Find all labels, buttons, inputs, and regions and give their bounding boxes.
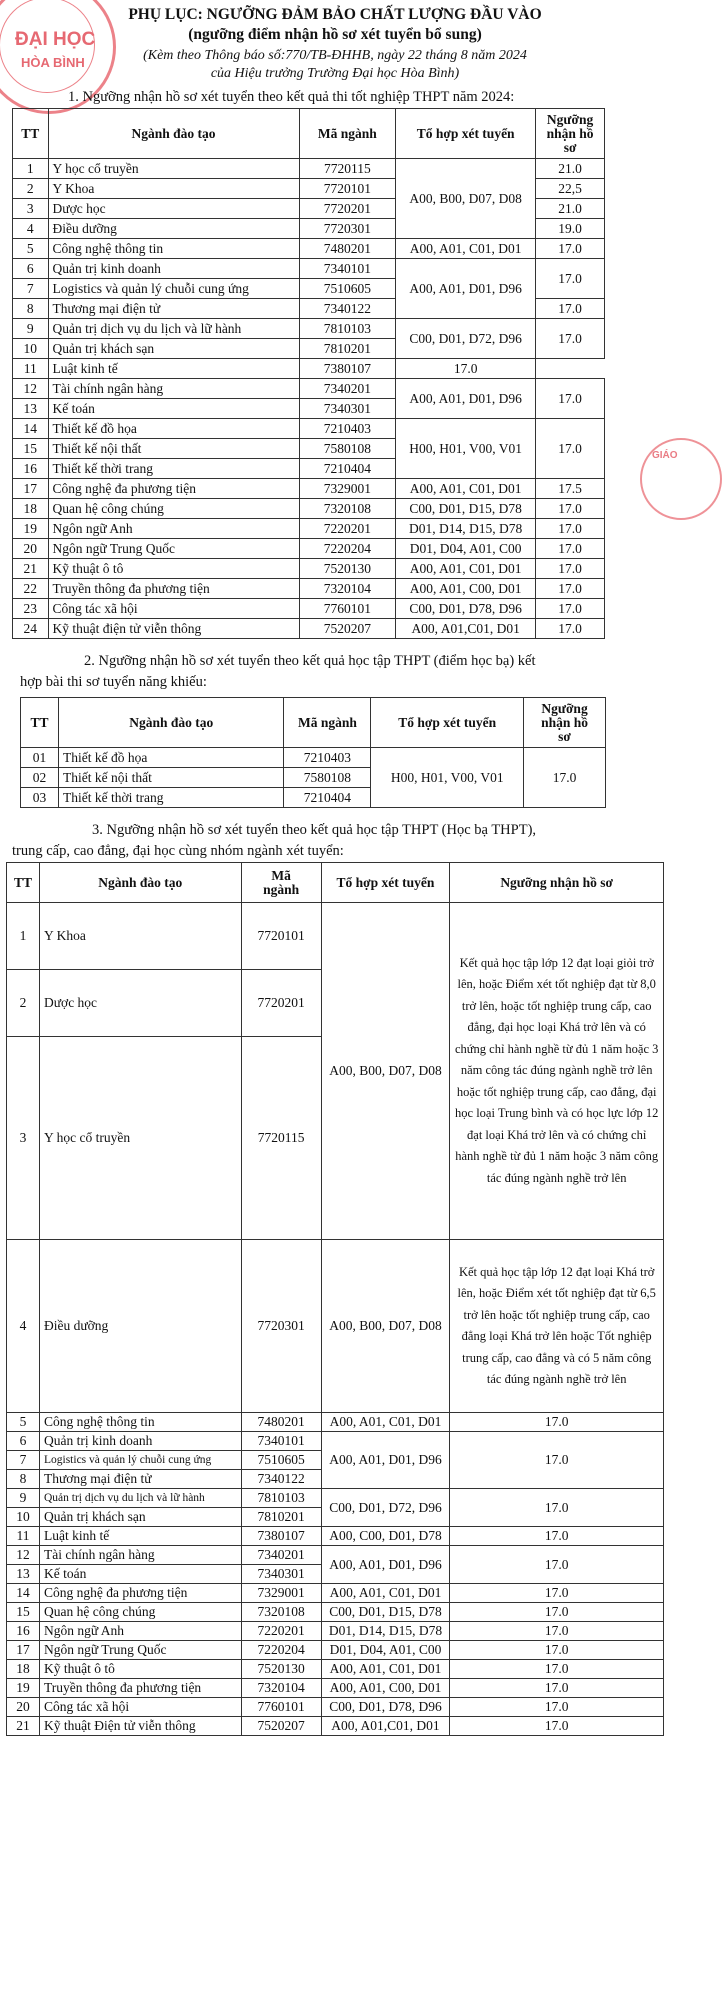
threshold-score: 17.0 xyxy=(536,519,605,539)
subject-combination: A00, B00, D07, D08 xyxy=(396,159,536,239)
threshold-score: 17.0 xyxy=(396,359,536,379)
table-hoc-ba-trung-cap: TT Ngành đào tạo Mã ngành Tổ hợp xét tuyển Ngưỡng nhận hồ sơ 1 Y Khoa 7720101 A00, B00, D07, D08 Kết quả học tập lớp 12 đạt loại giỏi trở lên, hoặc Điểm xét tốt nghiệp đạt từ 8,0 trở lên, hoặc tốt nghiệp trung cấp, cao đẳng, đại học loại Khá trở lên và có chứng chỉ hành nghề từ đủ 1 năm hoặc 3 năm công tác đúng ngành nghề trở lên hoặc tốt nghiệp trung cấp, cao đẳng, đại học loại Trung bình và có học lực lớp 12 đạt loại Khá trở lên và có chứng chỉ hành nghề từ đủ 1 năm hoặc 3 năm công tác đúng ngành nghề trở lên 2 Dược học 7720201 3 Y học cổ truyền 7720115 4 Điều dưỡng 7720301 A00, B00, D07, D08 Kết quả học tập lớp 12 đạt loại Khá trở lên, hoặc Điểm xét tốt nghiệp đạt từ 6,5 trở lên hoặc tốt nghiệp trung cấp, cao đẳng loại Khá trở lên hoặc Tốt nghiệp trung cấp, cao đẳng và có 5 năm công tác đúng ngành nghề trở lên 5 Công nghệ thông tin 7480201 A00, A01, C01, D01 17.0 6 Quản trị kinh doanh 7340101 A00, A01, D01, D96 17.0 7 Logistics và quản lý chuỗi cung ứng 7510605 8 Thương mại điện tử 7340122 9 Quản trị dịch vụ du lịch và lữ hành 7810103 C00, D01, D72, D96 17.0 10 Quản trị khách sạn 7810201 11 Luật kinh tế 7380107 A00, C00, D01, D78 17.0 12 Tài chính ngân hàng 7340201 A00, A01, D01, D96 17.0 13 Kế toán 7340301 14 Công nghệ đa phương tiện 7329001 A00, A01, C01, D01 17.0 15 Quan hệ công chúng 7320108 C00, D01, D15, D78 17.0 16 Ngôn ngữ Anh 7220201 D01, D14, D15, D78 17.0 17 Ngôn ngữ Trung Quốc 7220204 D01, D04, A01, C00 17.0 18 Kỹ thuật ô tô 7520130 A00, A01, C01, D01 17.0 19 Truyền thông đa phương tiện 7320104 A00, A01, C00, D01 17.0 20 Công tác xã hội 7760101 C00, D01, D78, D96 17.0 21 Kỹ thuật Điện tử viễn thông 7520207 A00, A01,C01, D01 17.0 xyxy=(6,862,664,1736)
subject-combination: A00, C00, D01, D78 xyxy=(321,1527,450,1546)
threshold-score: 17.0 xyxy=(536,239,605,259)
threshold-score: 21.0 xyxy=(536,199,605,219)
major-code: 7340122 xyxy=(241,1470,321,1489)
major-code: 7340301 xyxy=(299,399,396,419)
table-row xyxy=(7,1622,664,1641)
row-number: 5 xyxy=(13,239,49,259)
section-2-heading: 2. Ngưỡng nhận hồ sơ xét tuyển theo kết quả học tập THPT (điểm học bạ) kết xyxy=(84,653,536,669)
major-code: 7510605 xyxy=(241,1451,321,1470)
major-name: Dược học xyxy=(39,970,241,1037)
table-row xyxy=(13,379,605,399)
row-number: 19 xyxy=(13,519,49,539)
threshold-score: 17.0 xyxy=(450,1698,664,1717)
major-code: 7720201 xyxy=(241,970,321,1037)
major-name: Ngôn ngữ Trung Quốc xyxy=(48,539,299,559)
row-number: 17 xyxy=(7,1641,40,1660)
subject-combination: C00, D01, D78, D96 xyxy=(321,1698,450,1717)
major-code: 7810103 xyxy=(241,1489,321,1508)
table-row xyxy=(7,1413,664,1432)
row-number: 3 xyxy=(7,1037,40,1240)
major-code: 7520130 xyxy=(299,559,396,579)
major-name: Thiết kế đồ họa xyxy=(58,748,284,768)
row-number: 11 xyxy=(7,1527,40,1546)
row-number: 19 xyxy=(7,1679,40,1698)
row-number: 7 xyxy=(13,279,49,299)
major-name: Ngôn ngữ Anh xyxy=(48,519,299,539)
major-name: Truyền thông đa phương tiện xyxy=(39,1679,241,1698)
appendix-subtitle: (ngưỡng điểm nhận hồ sơ xét tuyển bổ sung) xyxy=(188,26,482,43)
subject-combination: A00, A01,C01, D01 xyxy=(321,1717,450,1736)
table-row xyxy=(13,519,605,539)
subject-combination: A00, A01, C01, D01 xyxy=(321,1413,450,1432)
subject-combination: A00, B00, D07, D08 xyxy=(321,1240,450,1413)
major-name: Ngôn ngữ Trung Quốc xyxy=(39,1641,241,1660)
major-name: Ngôn ngữ Anh xyxy=(39,1622,241,1641)
major-name: Công nghệ đa phương tiện xyxy=(48,479,299,499)
major-name: Công tác xã hội xyxy=(39,1698,241,1717)
subject-combination: D01, D14, D15, D78 xyxy=(396,519,536,539)
major-code: 7720101 xyxy=(241,903,321,970)
major-code: 7810201 xyxy=(241,1508,321,1527)
threshold-score: 17.5 xyxy=(536,479,605,499)
major-code: 7380107 xyxy=(241,1527,321,1546)
threshold-score: 19.0 xyxy=(536,219,605,239)
subject-combination: A00, A01, C00, D01 xyxy=(321,1679,450,1698)
subject-combination: A00, A01, D01, D96 xyxy=(396,259,536,319)
major-name: Y học cổ truyền xyxy=(39,1037,241,1240)
row-number: 14 xyxy=(7,1584,40,1603)
row-number: 15 xyxy=(7,1603,40,1622)
major-name: Quản trị dịch vụ du lịch và lữ hành xyxy=(39,1489,241,1508)
major-name: Công nghệ đa phương tiện xyxy=(39,1584,241,1603)
threshold-score: 17.0 xyxy=(450,1413,664,1432)
row-number: 9 xyxy=(13,319,49,339)
table-hoc-ba-nang-khieu: TT Ngành đào tạo Mã ngành Tổ hợp xét tuyển Ngưỡng nhận hồ sơ 01 Thiết kế đồ họa 7210403 H00, H01, V00, V01 17.0 02 Thiết kế nội thất 7580108 03 Thiết kế thời trang 7210404 xyxy=(20,697,606,808)
table-row xyxy=(7,1527,664,1546)
row-number: 4 xyxy=(7,1240,40,1413)
threshold-score: 17.0 xyxy=(536,619,605,639)
row-number: 2 xyxy=(7,970,40,1037)
major-code: 7720101 xyxy=(299,179,396,199)
major-code: 7580108 xyxy=(284,768,371,788)
major-code: 7520130 xyxy=(241,1660,321,1679)
subject-combination: A00, A01, D01, D96 xyxy=(321,1432,450,1489)
table-thpt-2024: TT Ngành đào tạo Mã ngành Tổ hợp xét tuyển Ngưỡng nhận hồ sơ 1 Y học cổ truyền 7720115 A00, B00, D07, D08 21.0 2 Y Khoa 7720101 22,5 3 Dược học 7720201 21.0 4 Điều dưỡng 7720301 19.0 5 Công nghệ thông tin 7480201 A00, A01, C01, D01 17.0 6 Quản trị kinh doanh 7340101 A00, A01, D01, D96 17.0 7 Logistics và quản lý chuỗi cung ứng 7510605 8 Thương mại điện tử 7340122 17.0 9 Quản trị dịch vụ du lịch và lữ hành 7810103 C00, D01, D72, D96 17.0 10 Quản trị khách sạn 7810201 11 Luật kinh tế 7380107 17.0 12 Tài chính ngân hàng 7340201 A00, A01, D01, D96 17.0 13 Kế toán 7340301 14 Thiết kế đồ họa 7210403 H00, H01, V00, V01 17.0 15 Thiết kế nội thất 7580108 16 Thiết kế thời trang 7210404 17 Công nghệ đa phương tiện 7329001 A00, A01, C01, D01 17.5 18 Quan hệ công chúng 7320108 C00, D01, D15, D78 17.0 19 Ngôn ngữ Anh 7220201 D01, D14, D15, D78 17.0 20 Ngôn ngữ Trung Quốc 7220204 D01, D04, A01, C00 17.0 21 Kỹ thuật ô tô 7520130 A00, A01, C01, D01 17.0 22 Truyền thông đa phương tiện 7320104 A00, A01, C00, D01 17.0 23 Công tác xã hội 7760101 C00, D01, D78, D96 17.0 24 Kỹ thuật điện tử viễn thông 7520207 A00, A01,C01, D01 17.0 xyxy=(12,108,605,639)
row-number: 13 xyxy=(7,1565,40,1584)
threshold-score: 17.0 xyxy=(450,1584,664,1603)
major-name: Quản trị kinh doanh xyxy=(48,259,299,279)
threshold-score: 17.0 xyxy=(450,1641,664,1660)
major-name: Quan hệ công chúng xyxy=(39,1603,241,1622)
major-code: 7340101 xyxy=(241,1432,321,1451)
subject-combination: H00, H01, V00, V01 xyxy=(371,748,524,808)
table-row xyxy=(13,479,605,499)
subject-combination: C00, D01, D72, D96 xyxy=(321,1489,450,1527)
subject-combination: A00, A01,C01, D01 xyxy=(396,619,536,639)
major-code: 7210404 xyxy=(284,788,371,808)
row-number: 9 xyxy=(7,1489,40,1508)
section-3-heading: 3. Ngưỡng nhận hồ sơ xét tuyển theo kết quả học tập THPT (Học bạ THPT), xyxy=(92,822,537,838)
major-code: 7480201 xyxy=(299,239,396,259)
major-code: 7760101 xyxy=(299,599,396,619)
table-row xyxy=(7,903,664,970)
table-row xyxy=(7,1641,664,1660)
row-number: 8 xyxy=(7,1470,40,1489)
table-row xyxy=(7,1679,664,1698)
threshold-score: 17.0 xyxy=(450,1660,664,1679)
table-row xyxy=(13,579,605,599)
major-code: 7720301 xyxy=(241,1240,321,1413)
row-number: 20 xyxy=(7,1698,40,1717)
table-row xyxy=(13,419,605,439)
subject-combination: A00, A01, C01, D01 xyxy=(321,1660,450,1679)
major-name: Y Khoa xyxy=(48,179,299,199)
subject-combination: D01, D14, D15, D78 xyxy=(321,1622,450,1641)
row-number: 12 xyxy=(13,379,49,399)
row-number: 20 xyxy=(13,539,49,559)
major-name: Quan hệ công chúng xyxy=(48,499,299,519)
row-number: 17 xyxy=(13,479,49,499)
subject-combination: A00, A01, D01, D96 xyxy=(321,1546,450,1584)
table-row xyxy=(13,319,605,339)
threshold-score: 17.0 xyxy=(536,299,605,319)
threshold-score: 17.0 xyxy=(536,319,605,359)
major-code: 7210403 xyxy=(299,419,396,439)
major-name: Thiết kế thời trang xyxy=(58,788,284,808)
row-number: 02 xyxy=(21,768,59,788)
major-code: 7320104 xyxy=(299,579,396,599)
major-name: Kỹ thuật Điện tử viễn thông xyxy=(39,1717,241,1736)
row-number: 2 xyxy=(13,179,49,199)
threshold-score: 17.0 xyxy=(536,419,605,479)
major-name: Thiết kế nội thất xyxy=(48,439,299,459)
reference-line: (Kèm theo Thông báo số:770/TB-ĐHHB, ngày 22 tháng 8 năm 2024 xyxy=(143,48,527,63)
subject-combination: A00, B00, D07, D08 xyxy=(321,903,450,1240)
row-number: 1 xyxy=(7,903,40,970)
issuer-line: của Hiệu trưởng Trường Đại học Hòa Bình) xyxy=(210,66,460,81)
major-name: Kỹ thuật điện tử viễn thông xyxy=(48,619,299,639)
subject-combination: H00, H01, V00, V01 xyxy=(396,419,536,479)
table-row xyxy=(13,259,605,279)
row-number: 8 xyxy=(13,299,49,319)
major-name: Thiết kế nội thất xyxy=(58,768,284,788)
subject-combination: C00, D01, D78, D96 xyxy=(396,599,536,619)
subject-combination: A00, A01, C01, D01 xyxy=(321,1584,450,1603)
row-number: 23 xyxy=(13,599,49,619)
threshold-score: 17.0 xyxy=(450,1489,664,1527)
table-row xyxy=(7,1546,664,1565)
row-number: 11 xyxy=(13,359,49,379)
row-number: 18 xyxy=(13,499,49,519)
row-number: 6 xyxy=(7,1432,40,1451)
row-number: 24 xyxy=(13,619,49,639)
major-name: Quản trị dịch vụ du lịch và lữ hành xyxy=(48,319,299,339)
threshold-score: 17.0 xyxy=(450,1527,664,1546)
major-code: 7220204 xyxy=(299,539,396,559)
table-row xyxy=(7,1240,664,1413)
threshold-score: 17.0 xyxy=(450,1679,664,1698)
subject-combination: A00, A01, C01, D01 xyxy=(396,559,536,579)
threshold-score: 17.0 xyxy=(524,748,606,808)
major-code: 7810103 xyxy=(299,319,396,339)
table-row xyxy=(13,619,605,639)
table-row xyxy=(7,1432,664,1451)
major-name: Tài chính ngân hàng xyxy=(39,1546,241,1565)
subject-combination: C00, D01, D72, D96 xyxy=(396,319,536,359)
major-name: Quản trị kinh doanh xyxy=(39,1432,241,1451)
major-code: 7380107 xyxy=(299,359,396,379)
threshold-note: Kết quả học tập lớp 12 đạt loại giỏi trở lên, hoặc Điểm xét tốt nghiệp đạt từ 8,0 trở lên, hoặc tốt nghiệp trung cấp, cao đẳng, đại học loại Khá trở lên và có chứng chỉ hành nghề từ đủ 1 năm hoặc 3 năm công tác đúng ngành nghề trở lên hoặc tốt nghiệp trung cấp, cao đẳng, đại học loại Trung bình và có học lực lớp 12 đạt loại Khá trở lên và có chứng chỉ hành nghề từ đủ 1 năm hoặc 3 năm công tác đúng ngành nghề trở lên xyxy=(450,903,664,1240)
major-code: 7320108 xyxy=(241,1603,321,1622)
major-code: 7210403 xyxy=(284,748,371,768)
major-name: Luật kinh tế xyxy=(48,359,299,379)
major-name: Y học cổ truyền xyxy=(48,159,299,179)
table-row xyxy=(13,499,605,519)
threshold-score: 17.0 xyxy=(450,1622,664,1641)
table-row xyxy=(7,1660,664,1679)
major-name: Quản trị khách sạn xyxy=(39,1508,241,1527)
major-code: 7340101 xyxy=(299,259,396,279)
subject-combination: D01, D04, A01, C00 xyxy=(321,1641,450,1660)
major-code: 7810201 xyxy=(299,339,396,359)
major-code: 7340201 xyxy=(299,379,396,399)
major-code: 7510605 xyxy=(299,279,396,299)
table-row xyxy=(13,159,605,179)
major-code: 7720115 xyxy=(241,1037,321,1240)
subject-combination: A00, A01, C00, D01 xyxy=(396,579,536,599)
major-name: Điều dưỡng xyxy=(39,1240,241,1413)
major-name: Thương mại điện tử xyxy=(39,1470,241,1489)
major-code: 7329001 xyxy=(299,479,396,499)
row-number: 6 xyxy=(13,259,49,279)
threshold-score: 17.0 xyxy=(450,1717,664,1736)
table-row xyxy=(7,1489,664,1508)
major-code: 7480201 xyxy=(241,1413,321,1432)
table-row xyxy=(7,1603,664,1622)
major-name: Y Khoa xyxy=(39,903,241,970)
threshold-score: 17.0 xyxy=(450,1432,664,1489)
major-code: 7340122 xyxy=(299,299,396,319)
row-number: 14 xyxy=(13,419,49,439)
row-number: 10 xyxy=(7,1508,40,1527)
threshold-score: 17.0 xyxy=(536,259,605,299)
threshold-score: 17.0 xyxy=(450,1546,664,1584)
subject-combination: A00, A01, C01, D01 xyxy=(396,479,536,499)
major-code: 7220201 xyxy=(241,1622,321,1641)
row-number: 22 xyxy=(13,579,49,599)
major-name: Dược học xyxy=(48,199,299,219)
subject-combination: D01, D04, A01, C00 xyxy=(396,539,536,559)
major-code: 7580108 xyxy=(299,439,396,459)
table-row xyxy=(13,559,605,579)
row-number: 16 xyxy=(7,1622,40,1641)
row-number: 7 xyxy=(7,1451,40,1470)
major-code: 7220201 xyxy=(299,519,396,539)
major-name: Công nghệ thông tin xyxy=(48,239,299,259)
threshold-score: 21.0 xyxy=(536,159,605,179)
major-code: 7320104 xyxy=(241,1679,321,1698)
major-name: Kế toán xyxy=(48,399,299,419)
appendix-title: PHỤ LỤC: NGƯỠNG ĐẢM BẢO CHẤT LƯỢNG ĐẦU VÀO xyxy=(128,6,542,23)
row-number: 3 xyxy=(13,199,49,219)
threshold-score: 17.0 xyxy=(536,379,605,419)
row-number: 16 xyxy=(13,459,49,479)
row-number: 21 xyxy=(13,559,49,579)
table-row xyxy=(7,1717,664,1736)
row-number: 18 xyxy=(7,1660,40,1679)
table-row xyxy=(13,539,605,559)
major-code: 7329001 xyxy=(241,1584,321,1603)
major-name: Thiết kế thời trang xyxy=(48,459,299,479)
major-name: Công nghệ thông tin xyxy=(39,1413,241,1432)
threshold-score: 17.0 xyxy=(536,599,605,619)
table-row xyxy=(7,1584,664,1603)
threshold-score: 17.0 xyxy=(536,559,605,579)
row-number: 10 xyxy=(13,339,49,359)
table-row xyxy=(7,1698,664,1717)
table-row xyxy=(13,599,605,619)
major-code: 7340301 xyxy=(241,1565,321,1584)
threshold-score: 17.0 xyxy=(450,1603,664,1622)
major-code: 7720301 xyxy=(299,219,396,239)
margin-seal: GIÁO xyxy=(640,438,722,520)
major-name: Kế toán xyxy=(39,1565,241,1584)
subject-combination: A00, A01, D01, D96 xyxy=(396,379,536,419)
row-number: 4 xyxy=(13,219,49,239)
major-code: 7520207 xyxy=(299,619,396,639)
major-code: 7320108 xyxy=(299,499,396,519)
section-1-heading: 1. Ngưỡng nhận hồ sơ xét tuyển theo kết quả thi tốt nghiệp THPT năm 2024: xyxy=(68,89,515,105)
major-name: Thiết kế đồ họa xyxy=(48,419,299,439)
row-number: 1 xyxy=(13,159,49,179)
major-code: 7340201 xyxy=(241,1546,321,1565)
threshold-score: 22,5 xyxy=(536,179,605,199)
row-number: 13 xyxy=(13,399,49,419)
threshold-score: 17.0 xyxy=(536,499,605,519)
row-number: 5 xyxy=(7,1413,40,1432)
major-name: Điều dưỡng xyxy=(48,219,299,239)
major-name: Tài chính ngân hàng xyxy=(48,379,299,399)
row-number: 12 xyxy=(7,1546,40,1565)
major-code: 7720201 xyxy=(299,199,396,219)
table-row xyxy=(13,239,605,259)
major-name: Kỹ thuật ô tô xyxy=(48,559,299,579)
major-name: Luật kinh tế xyxy=(39,1527,241,1546)
row-number: 03 xyxy=(21,788,59,808)
university-seal: ĐẠI HỌC HÒA BÌNH xyxy=(0,0,116,114)
threshold-score: 17.0 xyxy=(536,579,605,599)
major-name: Công tác xã hội xyxy=(48,599,299,619)
threshold-note: Kết quả học tập lớp 12 đạt loại Khá trở lên, hoặc Điểm xét tốt nghiệp đạt từ 6,5 trở lên hoặc tốt nghiệp trung cấp, cao đẳng loại Khá trở lên hoặc Tốt nghiệp trung cấp, cao đẳng và có 5 năm công tác đúng ngành nghề trở lên xyxy=(450,1240,664,1413)
major-code: 7720115 xyxy=(299,159,396,179)
subject-combination: C00, D01, D15, D78 xyxy=(321,1603,450,1622)
subject-combination: A00, A01, C01, D01 xyxy=(396,239,536,259)
major-code: 7220204 xyxy=(241,1641,321,1660)
threshold-score: 17.0 xyxy=(536,539,605,559)
row-number: 15 xyxy=(13,439,49,459)
major-name: Kỹ thuật ô tô xyxy=(39,1660,241,1679)
table-row xyxy=(13,359,605,379)
section-3-heading-cont: trung cấp, cao đẳng, đại học cùng nhóm ngành xét tuyển: xyxy=(12,843,344,859)
row-number: 01 xyxy=(21,748,59,768)
major-name: Thương mại điện tử xyxy=(48,299,299,319)
major-name: Truyền thông đa phương tiện xyxy=(48,579,299,599)
major-name: Logistics và quản lý chuỗi cung ứng xyxy=(48,279,299,299)
major-name: Logistics và quản lý chuỗi cung ứng xyxy=(39,1451,241,1470)
table-row xyxy=(21,748,606,768)
subject-combination: C00, D01, D15, D78 xyxy=(396,499,536,519)
major-name: Quản trị khách sạn xyxy=(48,339,299,359)
major-code: 7210404 xyxy=(299,459,396,479)
section-2-heading-cont: hợp bài thi sơ tuyển năng khiếu: xyxy=(20,674,207,690)
major-code: 7520207 xyxy=(241,1717,321,1736)
row-number: 21 xyxy=(7,1717,40,1736)
major-code: 7760101 xyxy=(241,1698,321,1717)
